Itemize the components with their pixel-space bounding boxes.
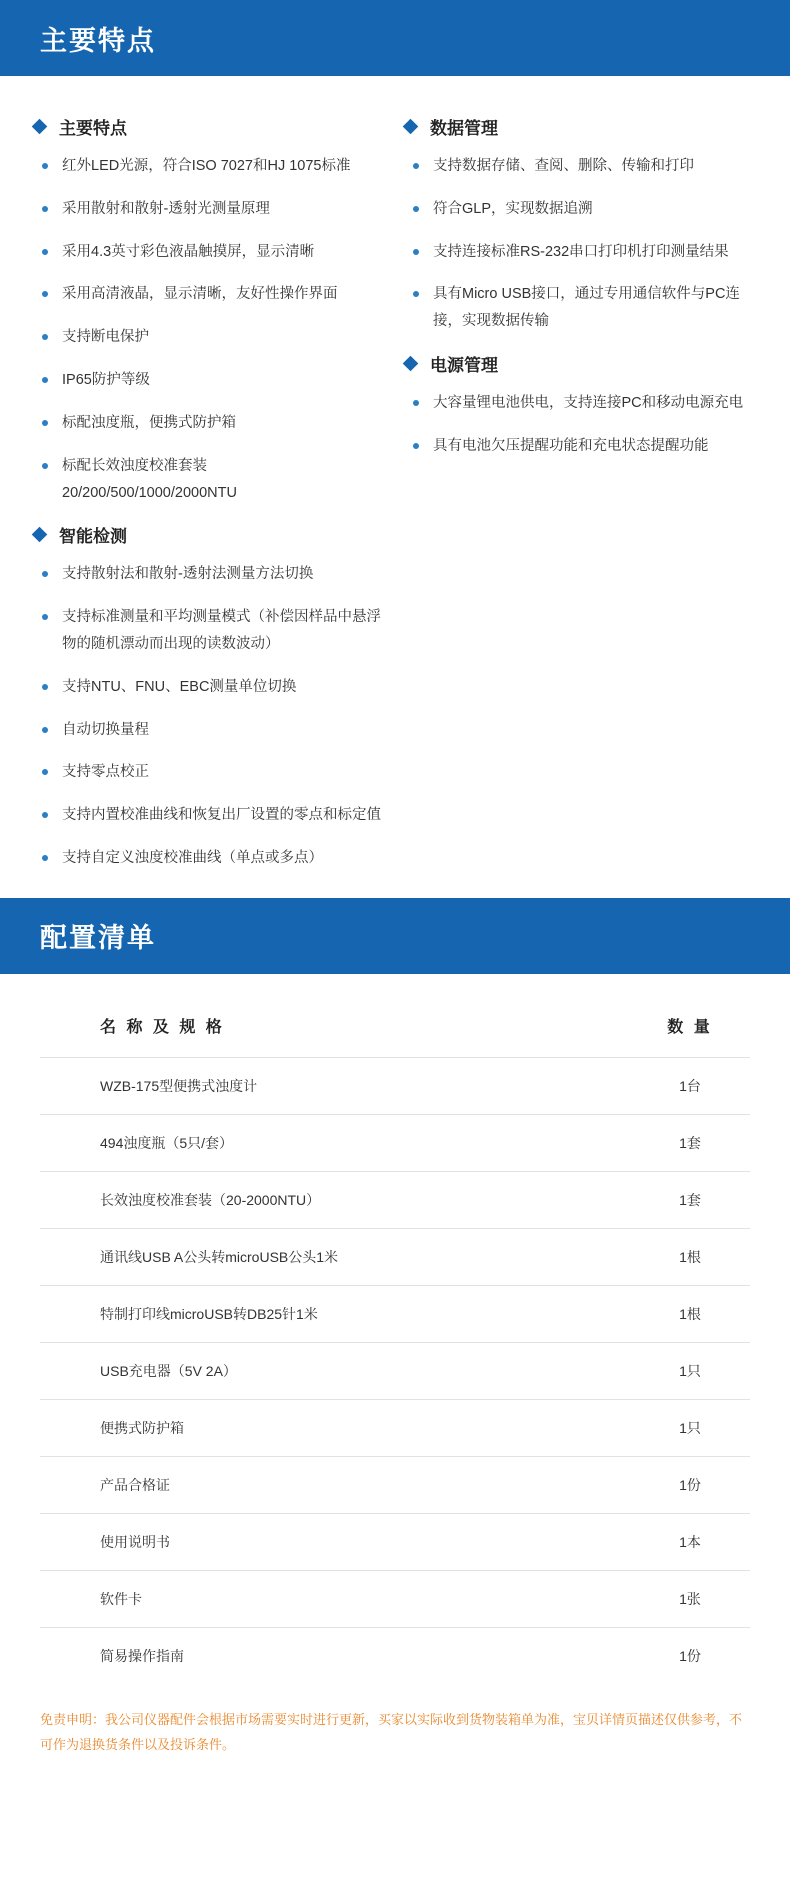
- list-item: 红外LED光源，符合ISO 7027和HJ 1075标准: [40, 153, 381, 180]
- list-item: 具有Micro USB接口，通过专用通信软件与PC连接，实现数据传输: [411, 281, 756, 335]
- config-table-wrapper: [0, 974, 790, 1690]
- list-item: 支持数据存储、查阅、删除、传输和打印: [411, 153, 756, 180]
- list-item: 支持内置校准曲线和恢复出厂设置的零点和标定值: [40, 802, 381, 829]
- feature-list: [405, 390, 756, 460]
- cell-name: 简易操作指南: [40, 1627, 630, 1684]
- cell-name: 特制打印线microUSB转DB25针1米: [40, 1285, 630, 1342]
- cell-qty: 1张: [630, 1570, 750, 1627]
- feature-group-header: [405, 351, 756, 376]
- list-item: 支持自定义浊度校准曲线（单点或多点）: [40, 845, 381, 872]
- features-section-header: [0, 0, 790, 76]
- diamond-bullet-icon: [403, 356, 419, 372]
- diamond-bullet-icon: [403, 119, 419, 135]
- table-row: [40, 1627, 750, 1684]
- cell-qty: 1本: [630, 1513, 750, 1570]
- feature-group: [34, 522, 381, 872]
- cell-name: WZB-175型便携式浊度计: [40, 1057, 630, 1114]
- list-item: 大容量锂电池供电，支持连接PC和移动电源充电: [411, 390, 756, 417]
- cell-qty: 1份: [630, 1627, 750, 1684]
- cell-qty: 1只: [630, 1399, 750, 1456]
- feature-group-title: 电源管理: [430, 356, 498, 376]
- list-item: 自动切换量程: [40, 717, 381, 744]
- list-item: IP65防护等级: [40, 367, 381, 394]
- table-row: [40, 1057, 750, 1114]
- table-row: [40, 1513, 750, 1570]
- feature-group: [34, 114, 381, 506]
- table-row: [40, 1285, 750, 1342]
- table-row: [40, 1171, 750, 1228]
- list-item: 支持NTU、FNU、EBC测量单位切换: [40, 674, 381, 701]
- list-item: 支持连接标准RS-232串口打印机打印测量结果: [411, 239, 756, 266]
- column-header-name: 名 称 及 规 格: [100, 1018, 225, 1036]
- features-right-column: [395, 102, 756, 888]
- cell-qty: 1份: [630, 1456, 750, 1513]
- config-section-title: 配置清单: [40, 923, 156, 954]
- cell-name: 使用说明书: [40, 1513, 630, 1570]
- feature-group-header: [34, 522, 381, 547]
- features-section-title: 主要特点: [40, 25, 156, 56]
- cell-name: 长效浊度校准套装（20-2000NTU）: [40, 1171, 630, 1228]
- cell-name: USB充电器（5V 2A）: [40, 1342, 630, 1399]
- table-row: [40, 1114, 750, 1171]
- cell-qty: 1根: [630, 1285, 750, 1342]
- feature-list: [34, 561, 381, 872]
- feature-group-title: 主要特点: [59, 119, 127, 138]
- feature-group: [405, 351, 756, 460]
- column-header-qty: 数 量: [667, 1018, 713, 1036]
- feature-list: [34, 153, 381, 506]
- list-item: 具有电池欠压提醒功能和充电状态提醒功能: [411, 433, 756, 460]
- config-section-header: [0, 898, 790, 974]
- list-item: 支持散射法和散射-透射法测量方法切换: [40, 561, 381, 588]
- list-item: 采用4.3英寸彩色液晶触摸屏，显示清晰: [40, 239, 381, 266]
- features-content: [0, 76, 790, 898]
- feature-group-title: 数据管理: [430, 119, 498, 138]
- list-item: 符合GLP，实现数据追溯: [411, 196, 756, 223]
- list-item: 采用高清液晶，显示清晰，友好性操作界面: [40, 281, 381, 308]
- list-item: 支持断电保护: [40, 324, 381, 351]
- list-item: 标配长效浊度校准套装 20/200/500/1000/2000NTU: [40, 453, 381, 507]
- cell-name: 便携式防护箱: [40, 1399, 630, 1456]
- cell-qty: 1只: [630, 1342, 750, 1399]
- list-item: 支持标准测量和平均测量模式（补偿因样品中悬浮物的随机漂动而出现的读数波动）: [40, 604, 381, 658]
- diamond-bullet-icon: [32, 527, 48, 543]
- cell-qty: 1套: [630, 1114, 750, 1171]
- feature-group: [405, 114, 756, 335]
- cell-name: 产品合格证: [40, 1456, 630, 1513]
- table-row: [40, 1456, 750, 1513]
- list-item: 标配浊度瓶，便携式防护箱: [40, 410, 381, 437]
- feature-group-header: [405, 114, 756, 139]
- table-header-row: [40, 1000, 750, 1058]
- features-left-column: [34, 102, 395, 888]
- diamond-bullet-icon: [32, 119, 48, 135]
- cell-qty: 1套: [630, 1171, 750, 1228]
- cell-name: 软件卡: [40, 1570, 630, 1627]
- feature-group-header: [34, 114, 381, 139]
- feature-group-title: 智能检测: [59, 527, 127, 547]
- feature-list: [405, 153, 756, 335]
- table-row: [40, 1399, 750, 1456]
- list-item: 采用散射和散射-透射光测量原理: [40, 196, 381, 223]
- cell-name: 通讯线USB A公头转microUSB公头1米: [40, 1228, 630, 1285]
- table-row: [40, 1570, 750, 1627]
- table-row: [40, 1228, 750, 1285]
- cell-qty: 1根: [630, 1228, 750, 1285]
- cell-name: 494浊度瓶（5只/套）: [40, 1114, 630, 1171]
- disclaimer-text: 免责申明：我公司仪器配件会根据市场需要实时进行更新，买家以实际收到货物装箱单为准，宝贝详情页描述仅供参考，不可作为退换货条件以及投诉条件。: [40, 1711, 743, 1752]
- table-row: [40, 1342, 750, 1399]
- list-item: 支持零点校正: [40, 759, 381, 786]
- cell-qty: 1台: [630, 1057, 750, 1114]
- config-table: [40, 1000, 750, 1684]
